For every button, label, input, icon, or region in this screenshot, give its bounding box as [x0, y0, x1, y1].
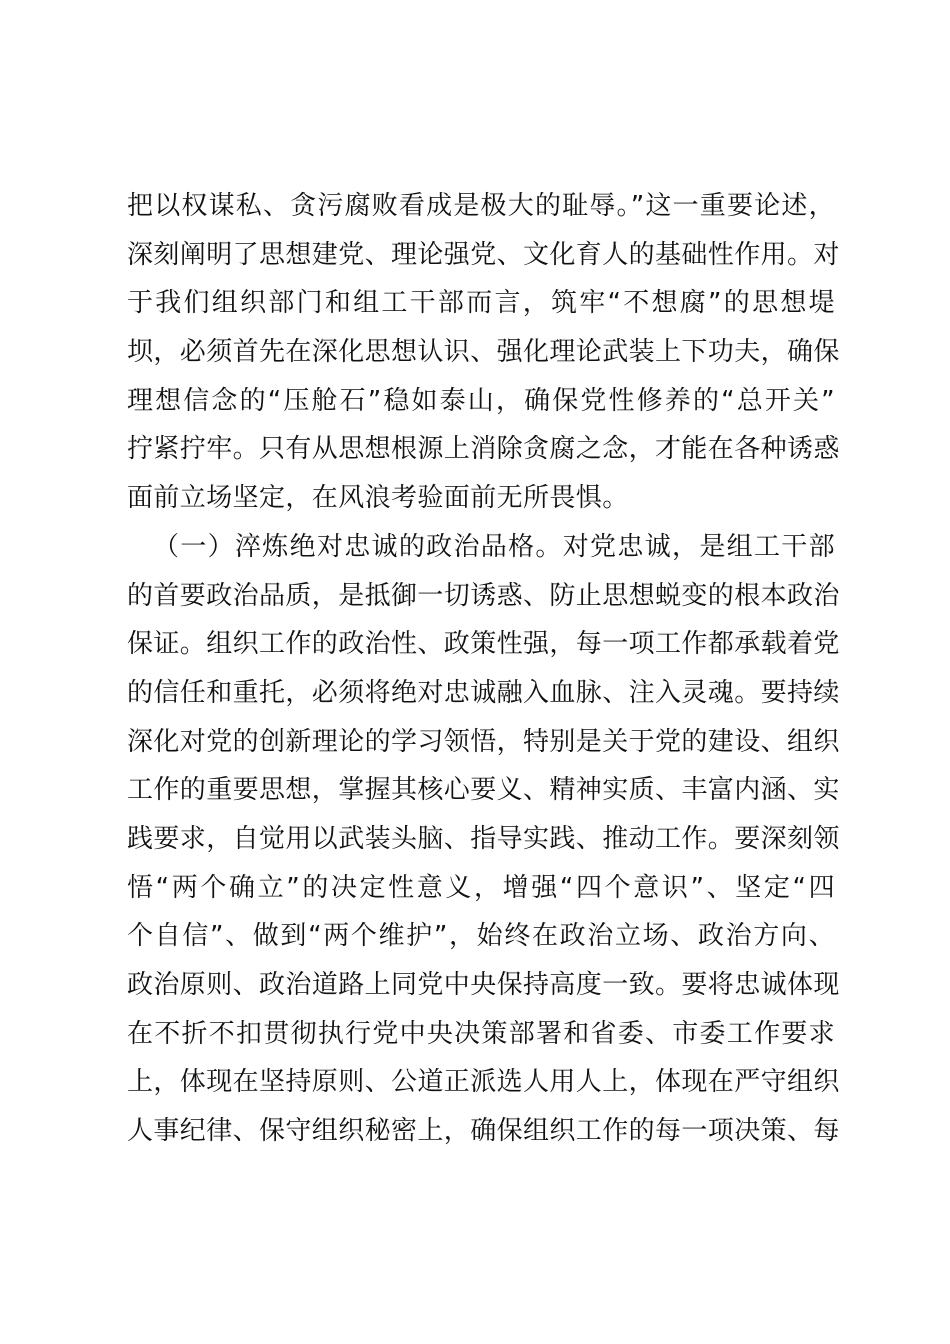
- text-line: 深刻阐明了思想建党、理论强党、文化育人的基础性作用。对: [127, 239, 840, 270]
- paragraph-continuation: [127, 182, 840, 523]
- body-text: [127, 182, 840, 1204]
- text-line: [127, 1156, 835, 1205]
- text-line: 悟“两个确立”的决定性意义，增强“四个意识”、坚定“四: [127, 872, 835, 903]
- text-line: 工作的重要思想，掌握其核心要义、精神实质、丰富内涵、实: [127, 775, 840, 806]
- text-line: 深化对党的创新理论的学习领悟，特别是关于党的建设、组织: [127, 726, 840, 757]
- text-line: 保证。组织工作的政治性、政策性强，每一项工作都承载着党: [127, 629, 840, 660]
- text-line: 于我们组织部门和组工干部而言，筑牢“不想腐”的思想堤: [127, 288, 835, 319]
- text-line: 理想信念的“压舱石”稳如泰山，确保党性修养的“总开关”: [127, 385, 835, 416]
- text-line: 坝，必须首先在深化思想认识、强化理论武装上下功夫，确保: [127, 337, 840, 368]
- text-line: 把以权谋私、贪污腐败看成是极大的耻辱。”这一重要论述，: [127, 191, 835, 221]
- text-line: 人事纪律、保守组织秘密上，确保组织工作的每一项决策、每: [127, 1116, 840, 1147]
- text-line: 上，体现在坚持原则、公道正派选人用人上，体现在严守组织: [127, 1067, 840, 1098]
- text-line: 的首要政治品质，是抵御一切诱惑、防止思想蜕变的根本政治: [127, 580, 840, 611]
- paragraph-section-1: [127, 523, 840, 1205]
- text-line: 面前立场坚定，在风浪考验面前无所畏惧。: [127, 483, 629, 514]
- text-line: 的信任和重托，必须将绝对忠诚融入血脉、注入灵魂。要持续: [127, 677, 840, 708]
- text-line: 政治原则、政治道路上同党中央保持高度一致。要将忠诚体现: [127, 970, 840, 1000]
- text-line: 践要求，自觉用以武装头脑、指导实践、推动工作。要深刻领: [127, 823, 840, 854]
- text-line: 拧紧拧牢。只有从思想根源上消除贪腐之念，才能在各种诱惑: [127, 434, 840, 465]
- text-line: 在不折不扣贯彻执行党中央决策部署和省委、市委工作要求: [127, 1018, 835, 1049]
- text-line: 个自信”、做到“两个维护”，始终在政治立场、政治方向、: [127, 921, 835, 952]
- section-heading-line: （一）淬炼绝对忠诚的政治品格。对党忠诚，是组工干部: [153, 531, 835, 562]
